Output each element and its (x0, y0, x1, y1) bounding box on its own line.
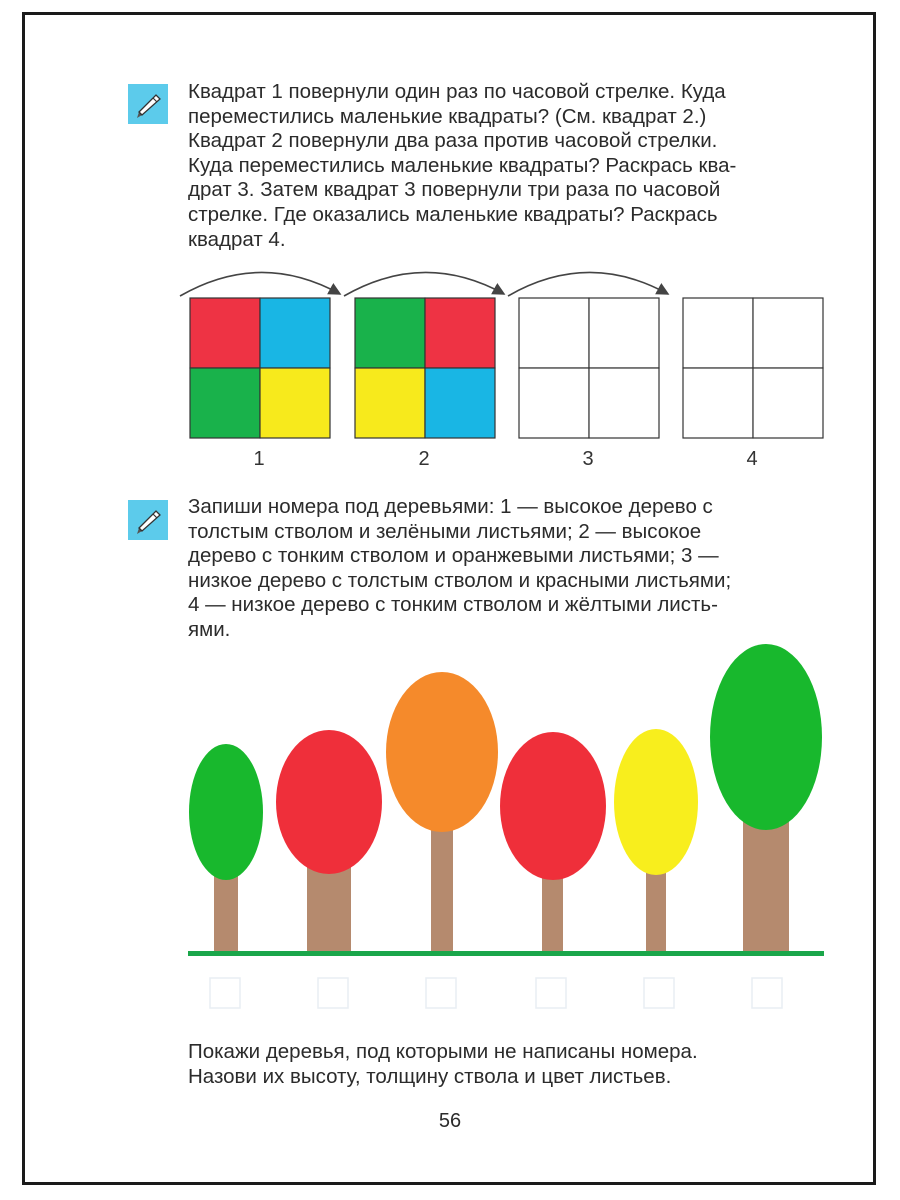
ground-line (188, 951, 824, 956)
answer-box[interactable] (536, 978, 566, 1008)
task3-line: Назови их высоту, толщину ствола и цвет листьев. (188, 1064, 672, 1088)
square-cell[interactable] (260, 368, 330, 438)
rotation-square (355, 298, 495, 438)
square-cell[interactable] (425, 298, 495, 368)
task3-line: Покажи деревья, под которыми не написаны номера. (188, 1040, 698, 1063)
square-label: 1 (253, 448, 265, 470)
square-cell[interactable] (683, 368, 753, 438)
square-cell[interactable] (260, 298, 330, 368)
square-label: 3 (582, 448, 594, 470)
square-cell[interactable] (355, 368, 425, 438)
task2-line: 4 — низкое дерево с тонким стволом и жёлтыми листь- (188, 593, 718, 617)
square-cell[interactable] (753, 368, 823, 438)
task1-line: квадрат 4. (188, 227, 286, 251)
tree (386, 672, 498, 952)
square-cell[interactable] (683, 298, 753, 368)
task2-line: дерево с тонким стволом и оранжевыми листьями; 3 — (188, 544, 719, 568)
answer-box[interactable] (644, 978, 674, 1008)
task1-line: Квадрат 1 повернули один раз по часовой стрелке. Куда (188, 80, 726, 103)
tree (710, 644, 822, 952)
square-cell[interactable] (190, 368, 260, 438)
task2-line: низкое дерево с толстым стволом и красными листьями; (188, 568, 732, 592)
rotation-arrow (344, 272, 504, 296)
tree-crown (189, 744, 263, 880)
square-cell[interactable] (425, 368, 495, 438)
square-cell[interactable] (589, 298, 659, 368)
page-number: 56 (438, 1110, 462, 1132)
tree (189, 744, 263, 952)
answer-box[interactable] (210, 978, 240, 1008)
tree (614, 729, 698, 952)
square-cell[interactable] (519, 298, 589, 368)
rotation-square (519, 298, 659, 438)
task2-text (188, 495, 824, 643)
task1-line: Квадрат 2 повернули два раза против часовой стрелки. (188, 129, 718, 153)
answer-box[interactable] (426, 978, 456, 1008)
answer-box[interactable] (752, 978, 782, 1008)
rotation-arrow (508, 272, 668, 296)
answer-box[interactable] (318, 978, 348, 1008)
square-label: 2 (418, 448, 430, 470)
tree-crown (386, 672, 498, 832)
task2-line: толстым стволом и зелёными листьями; 2 — высокое (188, 519, 702, 543)
task2-line: Запиши номера под деревьями: 1 — высокое дерево с (188, 495, 713, 518)
square-cell[interactable] (753, 298, 823, 368)
square-cell[interactable] (519, 368, 589, 438)
rotation-arrow (180, 272, 340, 296)
task1-line: стрелке. Где оказались маленькие квадраты? Раскрась (188, 202, 718, 226)
task3-text (188, 1040, 824, 1089)
task1-line: драт 3. Затем квадрат 3 повернули три раза по часовой (188, 178, 721, 202)
square-cell[interactable] (355, 298, 425, 368)
tree-crown (500, 732, 606, 880)
tree (276, 730, 382, 952)
task2-line: ями. (188, 617, 231, 641)
square-cell[interactable] (589, 368, 659, 438)
tree-crown (710, 644, 822, 830)
square-label: 4 (746, 448, 758, 470)
tree (500, 732, 606, 952)
task1-line: Куда переместились маленькие квадраты? Раскрась ква- (188, 153, 737, 177)
tree-crown (614, 729, 698, 875)
rotation-squares (0, 0, 900, 480)
rotation-square (190, 298, 330, 438)
task1-line: переместились маленькие квадраты? (См. квадрат 2.) (188, 104, 707, 128)
trees-illustration (0, 630, 900, 1020)
rotation-square (683, 298, 823, 438)
pencil-icon (128, 500, 168, 540)
square-cell[interactable] (190, 298, 260, 368)
tree-crown (276, 730, 382, 874)
